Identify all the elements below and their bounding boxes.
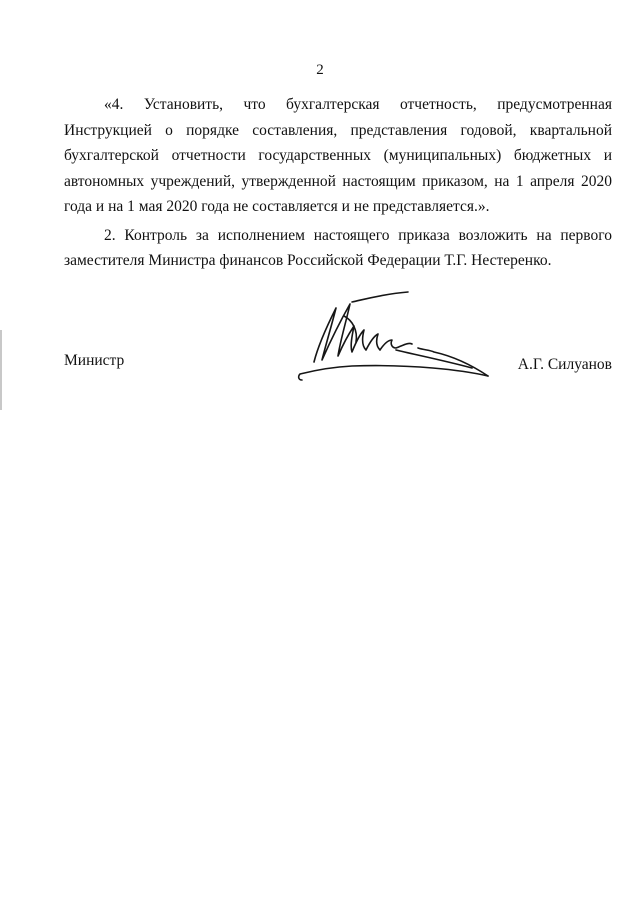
signatory-title: Министр: [64, 352, 125, 369]
paragraph-clause-4: «4. Установить, что бухгалтерская отчетность, предусмотренная Инструкцией о порядке составления, представления годовой, квартальной бухгалтерской отчетности государственных (муниципальных) бюджетных и автономных учреждений, утвержденной настоящим приказом, на 1 апреля 2020 года и на 1 мая 2020 года не составляется и не представляется.».: [64, 96, 612, 215]
paragraph-clause-2: 2. Контроль за исполнением настоящего приказа возложить на первого заместителя Министра финансов Российской Федерации Т.Г. Нестеренко.: [64, 226, 612, 269]
signatory-name: А.Г. Силуанов: [517, 356, 612, 373]
scan-edge-mark: [0, 330, 2, 410]
page-number: 2: [316, 62, 324, 78]
document-body: [64, 92, 612, 274]
signature-block: [64, 352, 612, 376]
